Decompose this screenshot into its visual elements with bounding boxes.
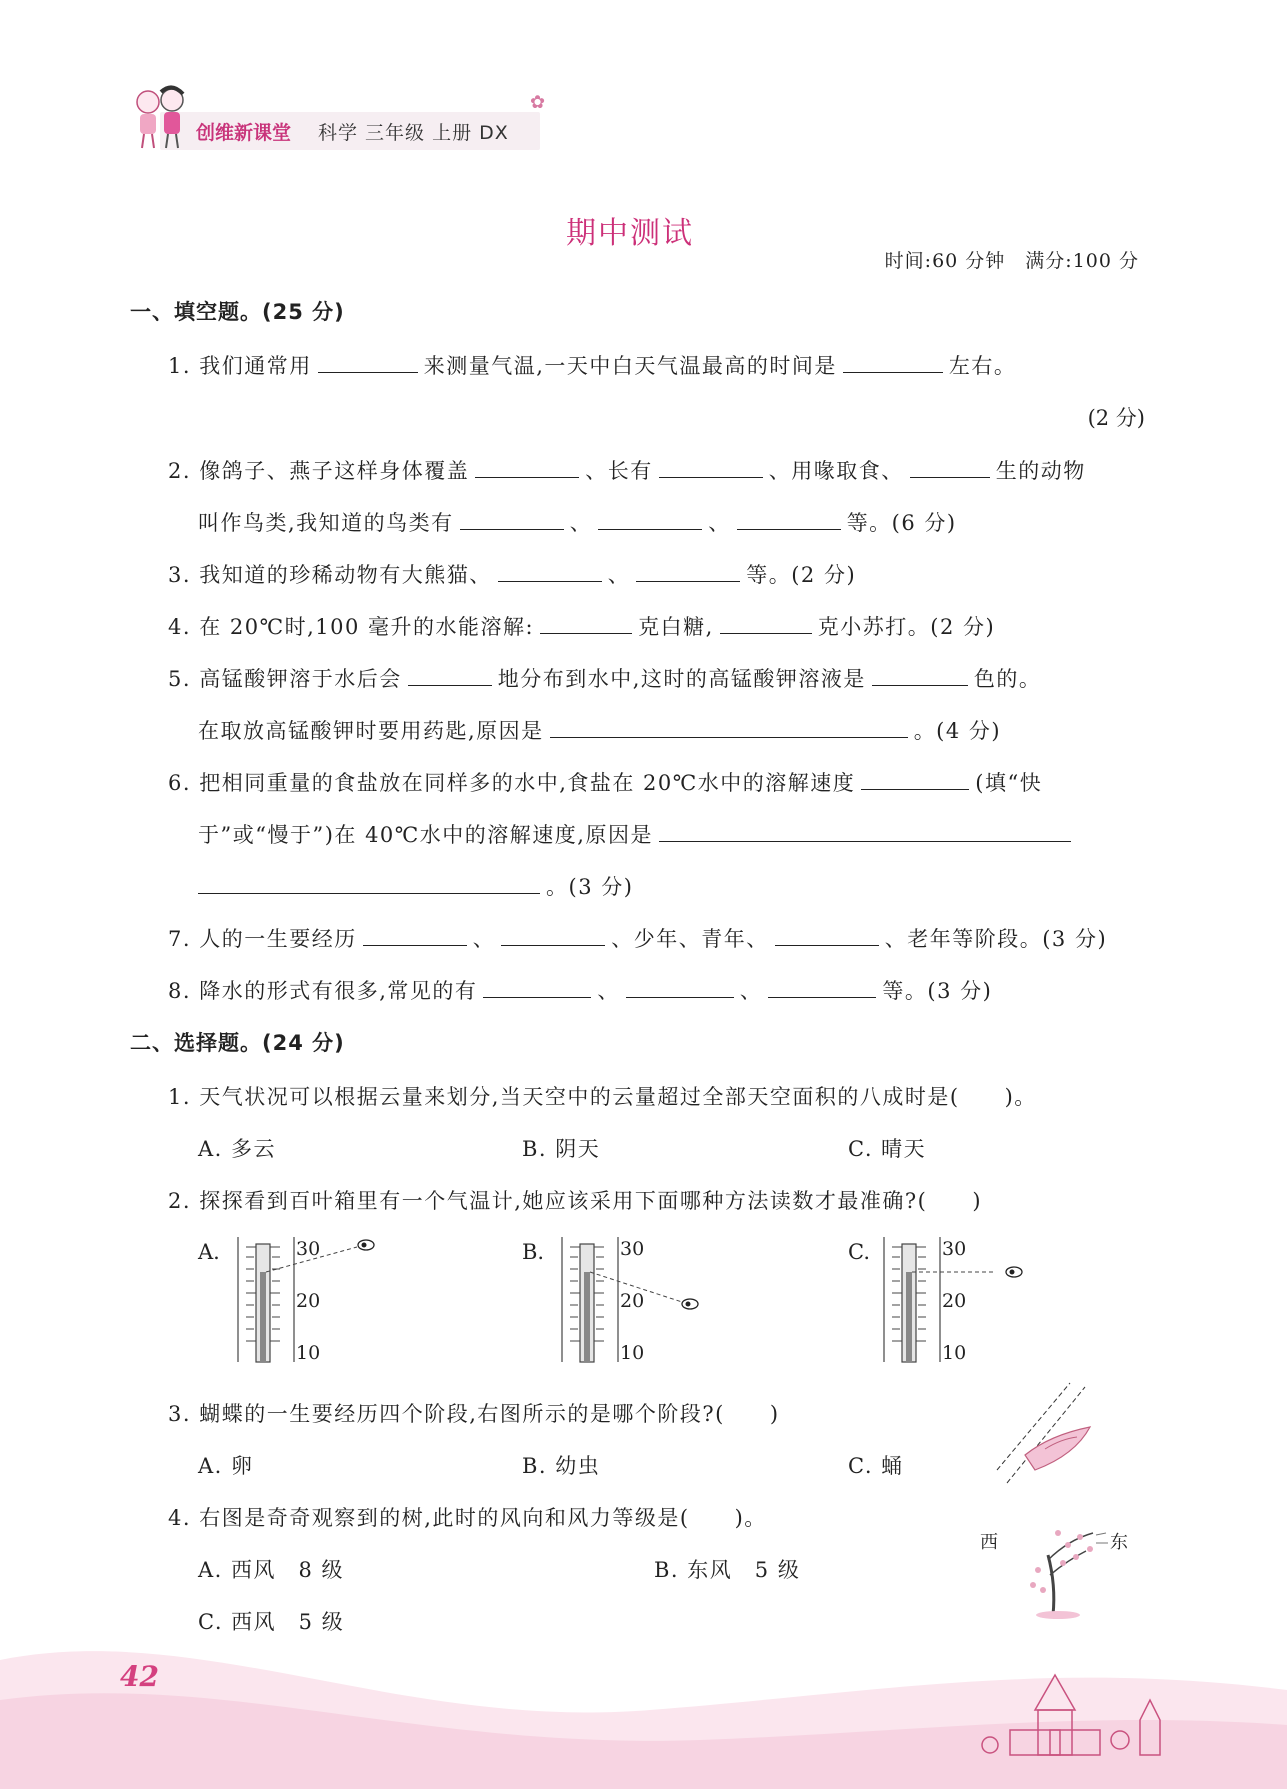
s1-q4: 4. 在 20℃时,100 毫升的水能溶解: 克白糖, 克小苏打。(2 分) <box>168 615 996 639</box>
blank[interactable] <box>768 977 876 998</box>
s1-q6-cont: 于”或“慢于”)在 40℃水中的溶解速度,原因是 <box>198 819 1077 849</box>
s2-q3-option-b[interactable]: B. 幼虫 <box>522 1454 601 1478</box>
thermo-c-tick-20: 20 <box>942 1290 967 1312</box>
exam-meta: 时间:60 分钟 满分:100 分 <box>884 250 1139 272</box>
west-label: 西 <box>980 1532 998 1553</box>
s2-q3-option-c[interactable]: C. 蛹 <box>848 1454 904 1478</box>
blank[interactable] <box>540 613 632 634</box>
thermo-c-label[interactable]: C. <box>848 1240 870 1264</box>
butterfly-pupa-image <box>995 1375 1100 1485</box>
blank[interactable] <box>872 665 968 686</box>
thermo-c-tick-30: 30 <box>942 1238 967 1260</box>
thermo-a-tick-10: 10 <box>296 1342 321 1364</box>
s2-q1-option-b[interactable]: B. 阴天 <box>522 1137 601 1161</box>
section2-heading: 二、选择题。(24 分) <box>130 1031 345 1055</box>
blank[interactable] <box>318 352 418 373</box>
s1-q5-cont: 在取放高锰酸钾时要用药匙,原因是 。(4 分) <box>198 719 1002 743</box>
blank[interactable] <box>775 925 879 946</box>
blank[interactable] <box>720 613 812 634</box>
thermo-a-label[interactable]: A. <box>198 1240 220 1264</box>
s2-q4: 4. 右图是奇奇观察到的树,此时的风向和风力等级是( )。 <box>168 1506 767 1530</box>
blank[interactable] <box>626 977 734 998</box>
blank[interactable] <box>598 509 702 530</box>
thermo-b-tick-30: 30 <box>620 1238 645 1260</box>
blank[interactable] <box>483 977 591 998</box>
east-label: 东 <box>1110 1532 1128 1553</box>
s1-q3: 3. 我知道的珍稀动物有大熊猫、 、 等。(2 分) <box>168 563 857 587</box>
castle-illustration <box>950 1650 1180 1760</box>
blank[interactable] <box>861 769 969 790</box>
blank[interactable] <box>460 509 564 530</box>
s1-q5: 5. 高锰酸钾溶于水后会 地分布到水中,这时的高锰酸钾溶液是 色的。 <box>168 667 1042 691</box>
thermo-a-tick-20: 20 <box>296 1290 321 1312</box>
section1-heading: 一、填空题。(25 分) <box>130 300 345 324</box>
blank[interactable] <box>636 561 740 582</box>
header-star-icon: ✿ <box>530 92 546 113</box>
page-number: 42 <box>120 1660 159 1693</box>
blank[interactable] <box>910 457 990 478</box>
s1-q7: 7. 人的一生要经历 、 、少年、青年、 、老年等阶段。(3 分) <box>168 927 1108 951</box>
wind-tree-image <box>1008 1515 1118 1620</box>
s1-q6: 6. 把相同重量的食盐放在同样多的水中,食盐在 20℃水中的溶解速度 (填“快 <box>168 771 1043 795</box>
s2-q1-option-c[interactable]: C. 晴天 <box>848 1137 927 1161</box>
blank[interactable] <box>659 821 1071 842</box>
header-subtitle: 科学 三年级 上册 DX <box>318 122 509 144</box>
blank[interactable] <box>408 665 492 686</box>
thermo-b-tick-20: 20 <box>620 1290 645 1312</box>
cartoon-kids-logo <box>126 82 198 152</box>
page-title: 期中测试 <box>566 216 694 251</box>
blank[interactable] <box>198 873 540 894</box>
s2-q4-option-a[interactable]: A. 西风 8 级 <box>198 1558 345 1582</box>
s1-q6-cont2: 。(3 分) <box>198 871 633 901</box>
s2-q3: 3. 蝴蝶的一生要经历四个阶段,右图所示的是哪个阶段?( ) <box>168 1402 780 1426</box>
thermo-b-tick-10: 10 <box>620 1342 645 1364</box>
blank[interactable] <box>843 352 943 373</box>
s1-q8: 8. 降水的形式有很多,常见的有 、 、 等。(3 分) <box>168 979 993 1003</box>
blank[interactable] <box>550 717 908 738</box>
s1-q2: 2. 像鸽子、燕子这样身体覆盖 、长有 、用喙取食、 生的动物 <box>168 459 1086 483</box>
thermo-b-label[interactable]: B. <box>522 1240 545 1264</box>
s2-q1-option-a[interactable]: A. 多云 <box>198 1137 277 1161</box>
blank[interactable] <box>501 925 605 946</box>
blank[interactable] <box>475 457 579 478</box>
blank[interactable] <box>363 925 467 946</box>
s1-q2-cont: 叫作鸟类,我知道的鸟类有 、 、 等。(6 分) <box>198 511 957 535</box>
s2-q2: 2. 探探看到百叶箱里有一个气温计,她应该采用下面哪种方法读数才最准确?( ) <box>168 1189 983 1213</box>
s1-q1: 1. 我们通常用 来测量气温,一天中白天气温最高的时间是 左右。 <box>168 354 1017 378</box>
blank[interactable] <box>737 509 841 530</box>
header-brand: 创维新课堂 <box>196 122 292 144</box>
s2-q4-option-c[interactable]: C. 西风 5 级 <box>198 1610 345 1634</box>
s2-q1: 1. 天气状况可以根据云量来划分,当天空中的云量超过全部天空面积的八成时是( )。 <box>168 1085 1037 1109</box>
thermo-c-tick-10: 10 <box>942 1342 967 1364</box>
s1-q1-score: (2 分) <box>1087 406 1145 430</box>
s2-q4-option-b[interactable]: B. 东风 5 级 <box>654 1558 801 1582</box>
blank[interactable] <box>659 457 763 478</box>
s2-q3-option-a[interactable]: A. 卵 <box>198 1454 254 1478</box>
thermo-a-tick-30: 30 <box>296 1238 321 1260</box>
blank[interactable] <box>498 561 602 582</box>
